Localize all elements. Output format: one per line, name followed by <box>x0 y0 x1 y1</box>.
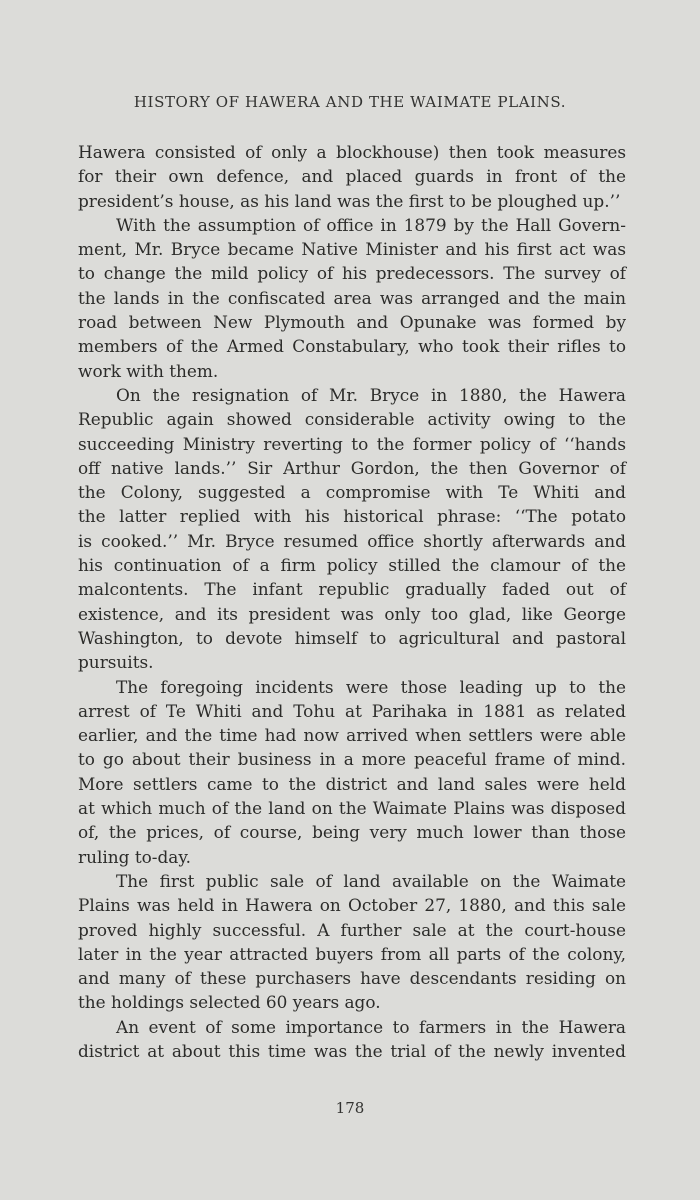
text-line: at which much of the land on the Waimate Plains was disposed <box>78 798 626 819</box>
text-line: ment, Mr. Bryce became Native Minister and his first act was <box>78 239 626 260</box>
text-line: Washington, to devote himself to agricultural and pastoral <box>78 627 626 648</box>
text-line: the latter replied with his historical phrase: ‘‘The potato <box>78 506 626 527</box>
text-line: for their own defence, and placed guards in front of the <box>78 166 626 187</box>
text-line: off native lands.’’ Sir Arthur Gordon, the then Governor of <box>78 457 626 478</box>
text-line: earlier, and the time had now arrived when settlers were able <box>78 725 626 746</box>
text-line: to change the mild policy of his predecessors. The survey of <box>78 263 626 284</box>
body-text <box>78 140 626 1063</box>
paragraph-first-line: An event of some importance to farmers in the Hawera <box>116 1016 626 1037</box>
text-line: the lands in the confiscated area was arranged and the main <box>78 287 626 308</box>
text-line: members of the Armed Constabulary, who took their rifles to <box>78 336 626 357</box>
running-head: HISTORY OF HAWERA AND THE WAIMATE PLAINS. <box>133 93 567 111</box>
text-line: existence, and its president was only too glad, like George <box>78 603 626 624</box>
text-line: malcontents. The infant republic gradually faded out of <box>78 579 626 600</box>
text-line: proved highly successful. A further sale at the court-house <box>78 919 626 940</box>
text-line: pursuits. <box>78 652 154 673</box>
paragraph-first-line: The foregoing incidents were those leading up to the <box>116 676 626 697</box>
text-line: More settlers came to the district and land sales were held <box>78 773 626 794</box>
text-line: his continuation of a firm policy stilled the clamour of the <box>78 555 626 576</box>
text-line: succeeding Ministry reverting to the former policy of ‘‘hands <box>78 433 626 454</box>
text-line: Republic again showed considerable activity owing to the <box>78 409 626 430</box>
text-line: district at about this time was the trial of the newly invented <box>78 1040 626 1061</box>
text-line: the holdings selected 60 years ago. <box>78 992 381 1013</box>
page-number: 178 <box>335 1099 365 1117</box>
text-line: to go about their business in a more peaceful frame of mind. <box>78 749 626 770</box>
text-line: arrest of Te Whiti and Tohu at Parihaka in 1881 as related <box>78 700 626 721</box>
text-line: ruling to-day. <box>78 846 192 867</box>
text-line: road between New Plymouth and Opunake was formed by <box>78 312 626 333</box>
paragraph-first-line: The first public sale of land available on the Waimate <box>116 870 626 891</box>
text-line: Hawera consisted of only a blockhouse) then took measures <box>78 142 626 162</box>
paragraph-first-line: On the resignation of Mr. Bryce in 1880, the Hawera <box>116 384 626 405</box>
text-line: and many of these purchasers have descendants residing on <box>78 968 626 989</box>
text-line: the Colony, suggested a compromise with Te Whiti and <box>78 482 626 503</box>
paragraph-first-line: With the assumption of office in 1879 by the Hall Govern- <box>116 214 626 235</box>
text-line: president’s house, as his land was the first to be ploughed up.’’ <box>78 190 621 211</box>
text-line: of, the prices, of course, being very much lower than those <box>78 822 626 843</box>
text-line: later in the year attracted buyers from all parts of the colony, <box>78 943 626 964</box>
text-line: work with them. <box>78 360 219 381</box>
text-line: is cooked.’’ Mr. Bryce resumed office shortly afterwards and <box>78 530 626 551</box>
text-line: Plains was held in Hawera on October 27, 1880, and this sale <box>78 895 626 916</box>
